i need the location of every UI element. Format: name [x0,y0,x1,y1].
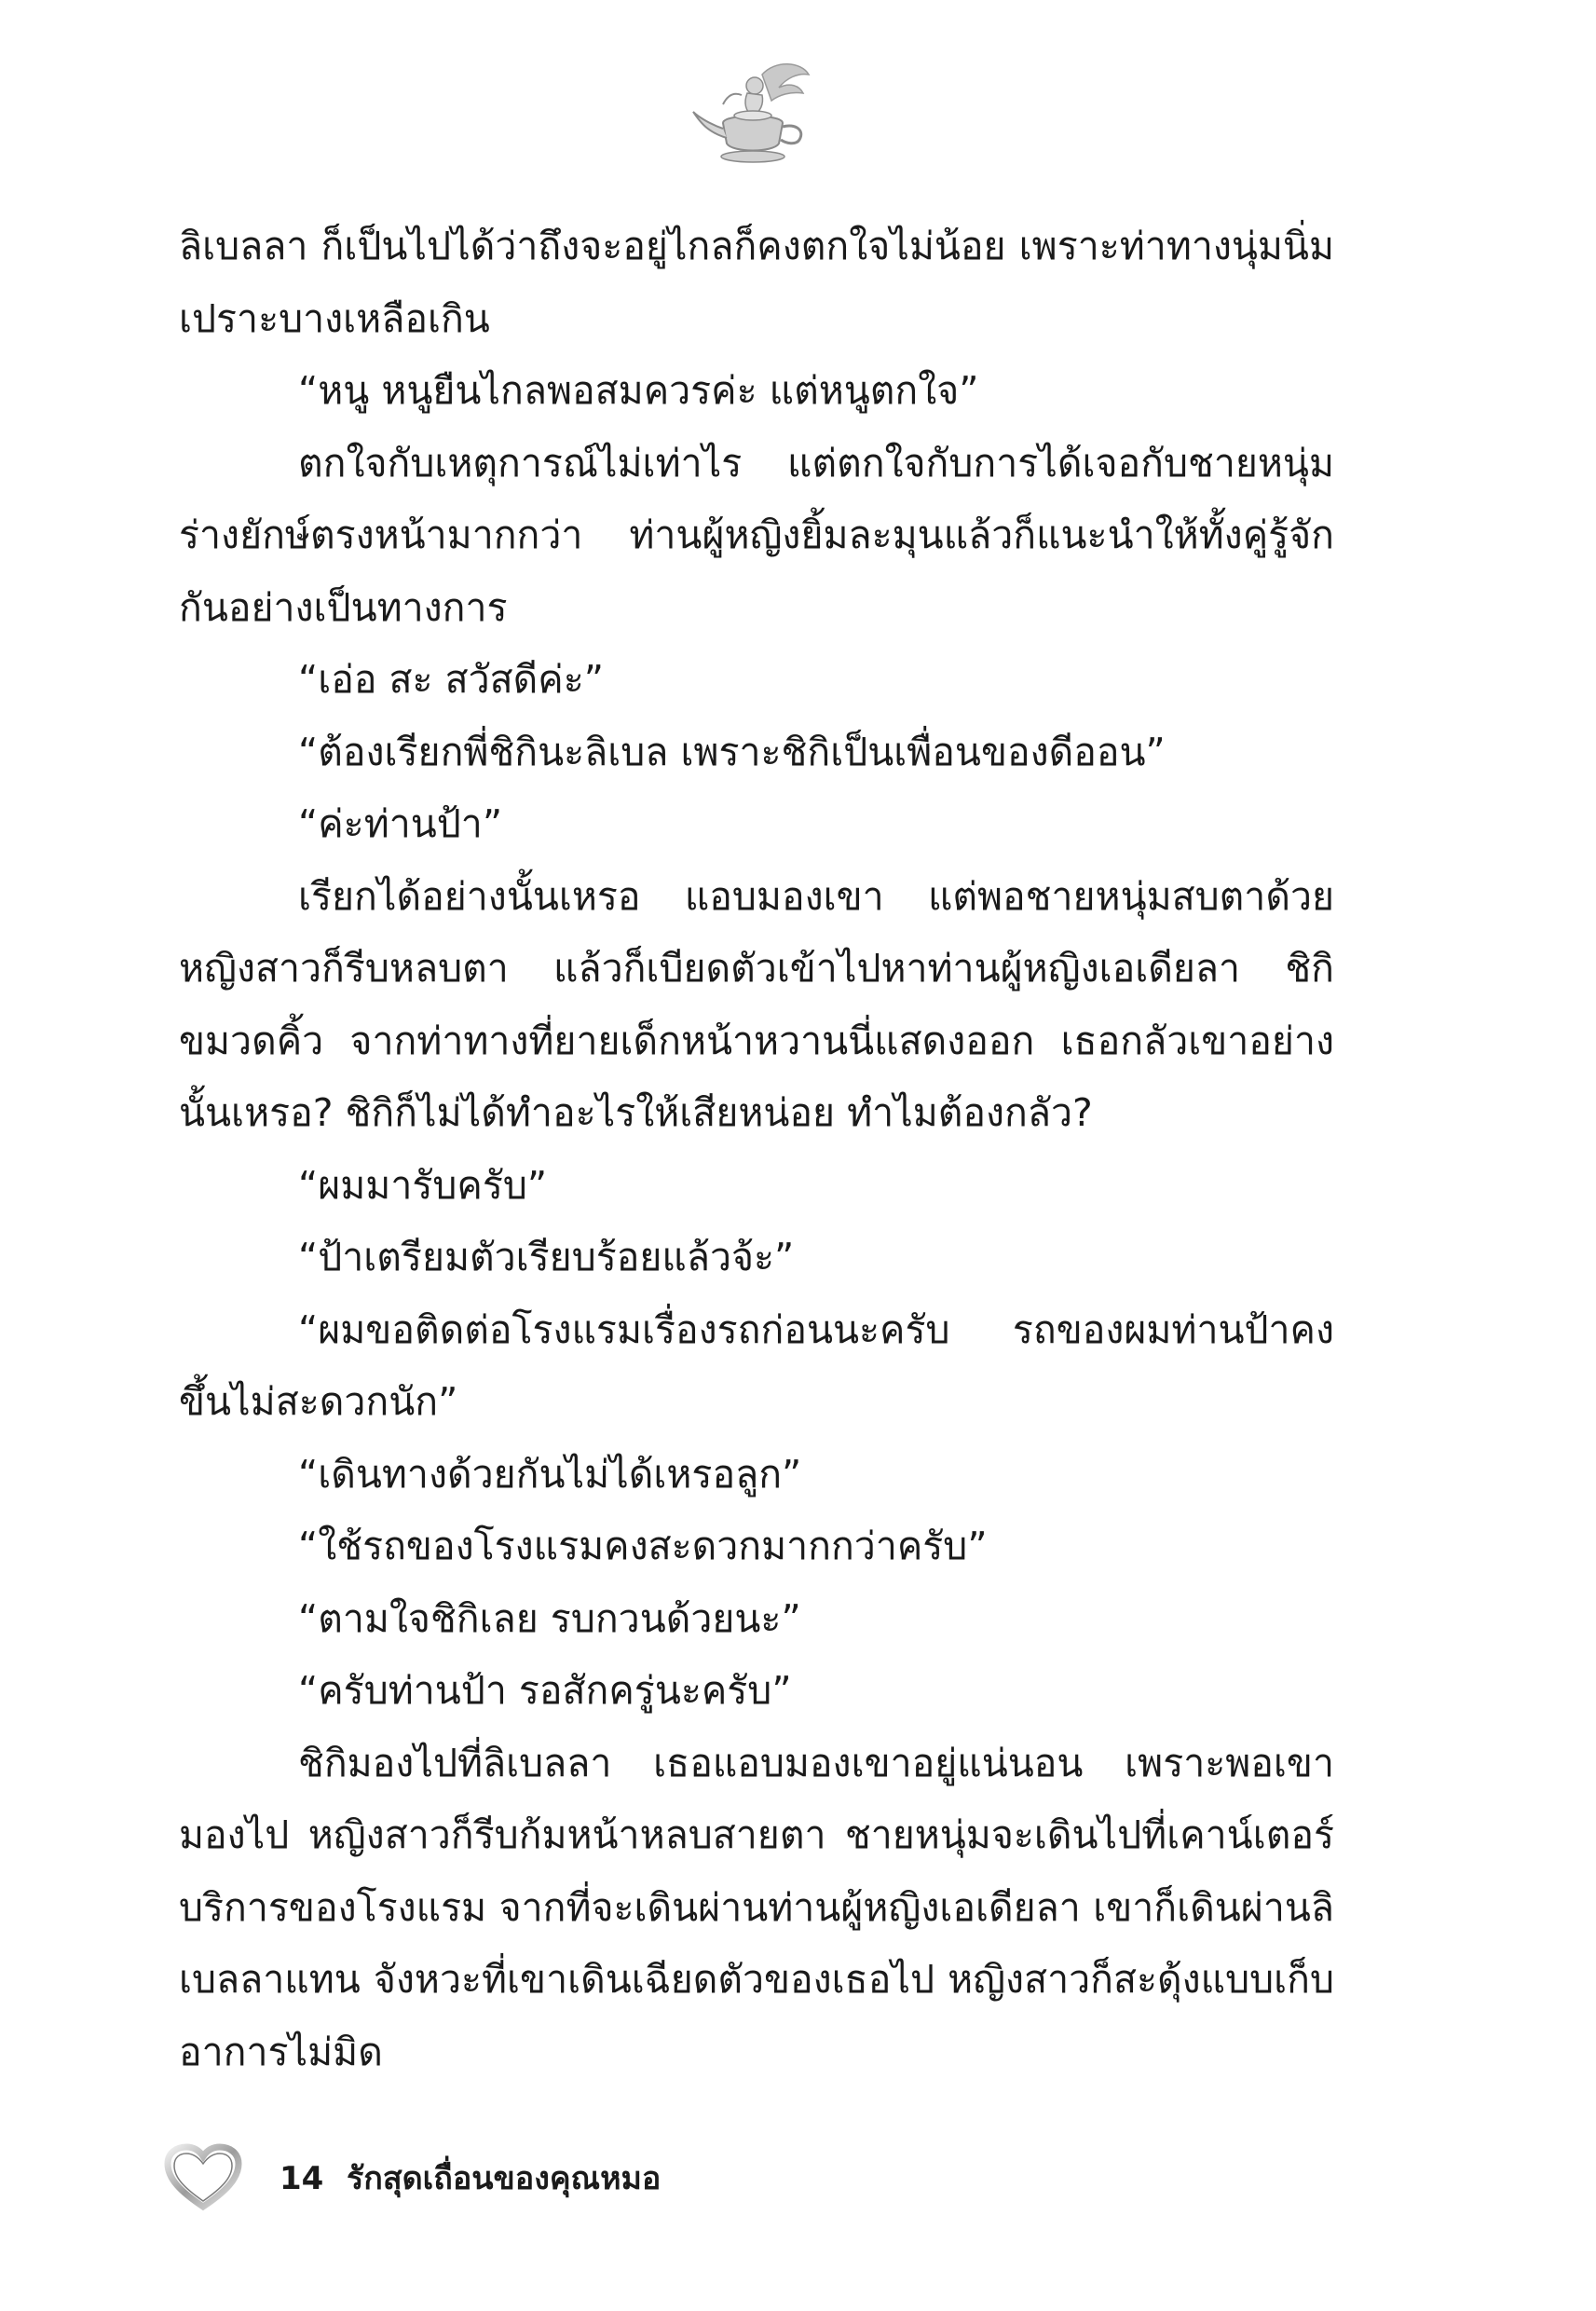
paragraph: “ใช้รถของโรงแรมคงสะดวกมากกว่าครับ” [298,1524,988,1568]
paragraph: ชิกิมองไปที่ลิเบลลา เธอแอบมองเขาอยู่แน่นอน เพราะพอเขามองไป หญิงสาวก็รีบก้มหน้าหลบสายตา ชายหนุ่มจะเดินไปที่เคาน์เตอร์บริการของโรงแรม จากที่จะเดินผ่านท่านผู้หญิงเอเดียลา เขาก็เดินผ่านลิเบลลาแทน จังหวะที่เขาเดินเฉียดตัวของเธอไป หญิงสาวก็สะดุ้งแบบเก็บอาการไม่มิด [179,1740,1334,2074]
paragraph: “เดินทางด้วยกันไม่ได้เหรอลูก” [298,1451,802,1497]
paragraph: “ค่ะท่านป้า” [298,801,503,846]
paragraph: “ตามใจชิกิเลย รบกวนด้วยนะ” [298,1595,801,1641]
paragraph: “ผมขอติดต่อโรงแรมเรื่องรถก่อนนะครับ รถของผมท่านป้าคงขึ้นไม่สะดวกนัก” [179,1306,1334,1424]
page-number: 14 [280,2160,324,2197]
cupid-teapot-ornament-icon [689,58,816,170]
page-footer [164,2143,1003,2218]
book-title: รักสุดเถื่อนของคุณหมอ [347,2160,662,2197]
paragraph: “ป้าเตรียมตัวเรียบร้อยแล้วจ้ะ” [298,1235,795,1279]
paragraph: “ต้องเรียกพี่ชิกินะลิเบล เพราะชิกิเป็นเพื่อนของดีออน” [298,729,1166,774]
chapter-body-text [179,211,1334,2088]
paragraph: “หนู หนูยืนไกลพอสมควรค่ะ แต่หนูตกใจ” [298,368,979,413]
heart-outline-icon [164,2143,242,2212]
paragraph: “เอ่อ สะ สวัสดีค่ะ” [298,657,604,702]
paragraph: “ครับท่านป้า รอสักครู่นะครับ” [298,1668,792,1713]
paragraph: เรียกได้อย่างนั้นเหรอ แอบมองเขา แต่พอชายหนุ่มสบตาด้วยหญิงสาวก็รีบหลบตา แล้วก็เบียดตัวเข้าไปหาท่านผู้หญิงเอเดียลา ชิกิขมวดคิ้ว จากท่าทางที่ยายเด็กหน้าหวานนี่แสดงออก เธอกลัวเขาอย่างนั้นเหรอ? ชิกิก็ไม่ได้ทำอะไรให้เสียหน่อย ทำไมต้องกลัว? [179,873,1334,1135]
paragraph: ตกใจกับเหตุการณ์ไม่เท่าไร แต่ตกใจกับการได้เจอกับชายหนุ่มร่างยักษ์ตรงหน้ามากกว่า ท่านผู้หญิงยิ้มละมุนแล้วก็แนะนำให้ทั้งคู่รู้จักกันอย่างเป็นทางการ [179,440,1334,630]
paragraph: ลิเบลลา ก็เป็นไปได้ว่าถึงจะอยู่ไกลก็คงตกใจไม่น้อย เพราะท่าทางนุ่มนิ่มเปราะบางเหลือเกิน [179,224,1334,341]
paragraph: “ผมมารับครับ” [298,1162,548,1208]
